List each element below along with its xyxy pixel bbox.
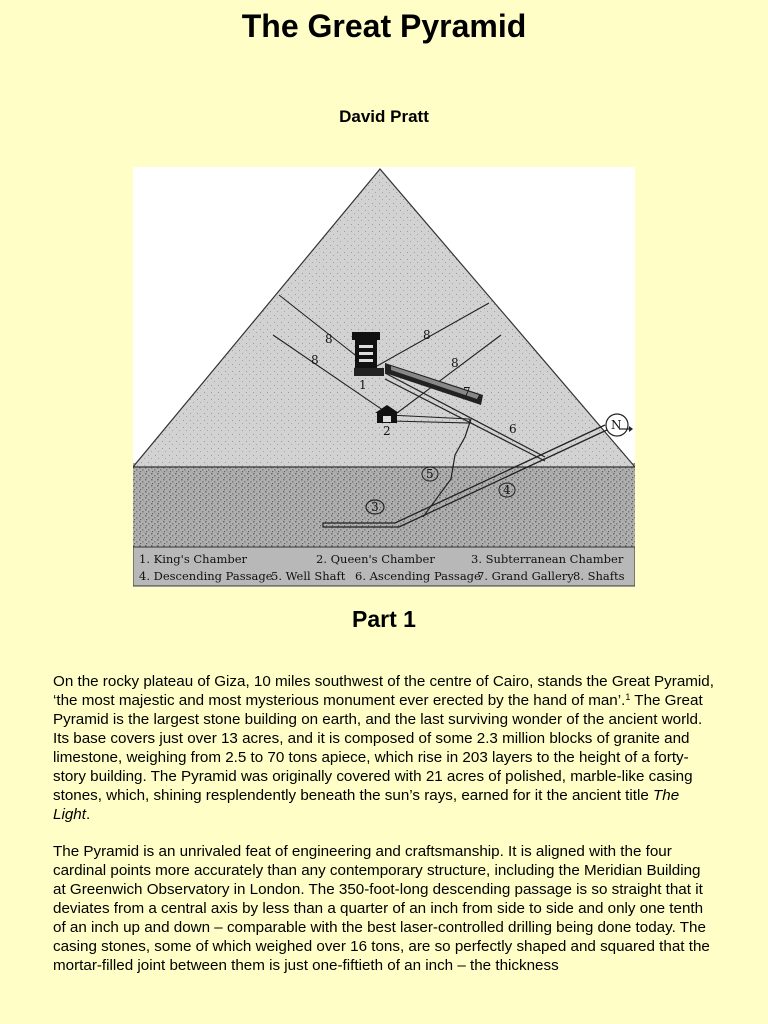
label-ascending-passage: 6 xyxy=(509,422,517,436)
legend-ascending-passage: 6. Ascending Passage xyxy=(355,569,481,583)
legend-kings-chamber: 1. King's Chamber xyxy=(139,552,248,566)
ancient-title: The Light xyxy=(53,787,680,823)
legend-descending-passage: 4. Descending Passage xyxy=(139,569,273,583)
part-heading: Part 1 xyxy=(352,606,416,632)
paragraph-1-text-a: On the rocky plateau of Giza, 10 miles southwest of the centre of Cairo, stands the Great Pyramid, ‘the most majestic and most mysterious monument ever erected by the hand of man’. xyxy=(53,673,714,709)
label-well-shaft: 5 xyxy=(426,467,434,481)
pyramid-cross-section-figure xyxy=(133,167,635,587)
author-name: David Pratt xyxy=(339,107,429,126)
label-subterranean-chamber: 3 xyxy=(371,500,379,514)
paragraph-1-text-b: The Great Pyramid is the largest stone building on earth, and the last surviving wonder of the ancient world. Its base covers just over 13 acres, and it is composed of some 2.3 million blocks of granite and limestone, weighing from 2.5 to 70 tons apiece, which rise in 203 layers to the height of a forty-story building. The Pyramid was originally covered with 21 acres of polished, marble-like casing stones, which, shining resplendently beneath the sun’s rays, earned for it the ancient title xyxy=(53,692,703,804)
paragraph-1-end: . xyxy=(85,806,91,823)
footnote-ref[interactable]: 1 xyxy=(625,692,631,702)
label-shaft-8c: 8 xyxy=(311,353,319,367)
legend-subterranean-chamber: 3. Subterranean Chamber xyxy=(471,552,624,566)
legend-shafts: 8. Shafts xyxy=(573,569,625,583)
paragraph-2: The Pyramid is an unrivaled feat of engineering and craftsmanship. It is aligned with the four cardinal points more accurately than any contemporary structure, including the Meridian Building at Greenwich Observatory in London. The 350-foot-long descending passage is so straight that it deviates from a central axis by less than a quarter of an inch from side to side and only one tenth of an inch up and down – comparable with the best laser-controlled drilling being done today. The casing stones, some of which weighed over 16 tons, are so perfectly shaped and squared that the mortar-filled joint between them is just one-fiftieth of an inch – the thickness xyxy=(53,843,710,974)
legend-queens-chamber: 2. Queen's Chamber xyxy=(316,552,435,566)
label-shaft-8d: 8 xyxy=(451,356,459,370)
compass-label: N xyxy=(611,418,622,432)
label-shaft-8a: 8 xyxy=(325,332,333,346)
paragraph-1 xyxy=(53,672,717,824)
label-kings-chamber: 1 xyxy=(359,378,367,392)
body-text xyxy=(53,672,717,993)
label-queens-chamber: 2 xyxy=(383,424,391,438)
legend-well-shaft: 5. Well Shaft xyxy=(271,569,346,583)
label-descending-passage: 4 xyxy=(503,483,511,497)
page-title: The Great Pyramid xyxy=(241,8,527,44)
legend-grand-gallery: 7. Grand Gallery xyxy=(477,569,574,583)
pyramid-diagram xyxy=(133,167,635,587)
label-grand-gallery: 7 xyxy=(463,385,471,399)
label-shaft-8b: 8 xyxy=(423,328,431,342)
